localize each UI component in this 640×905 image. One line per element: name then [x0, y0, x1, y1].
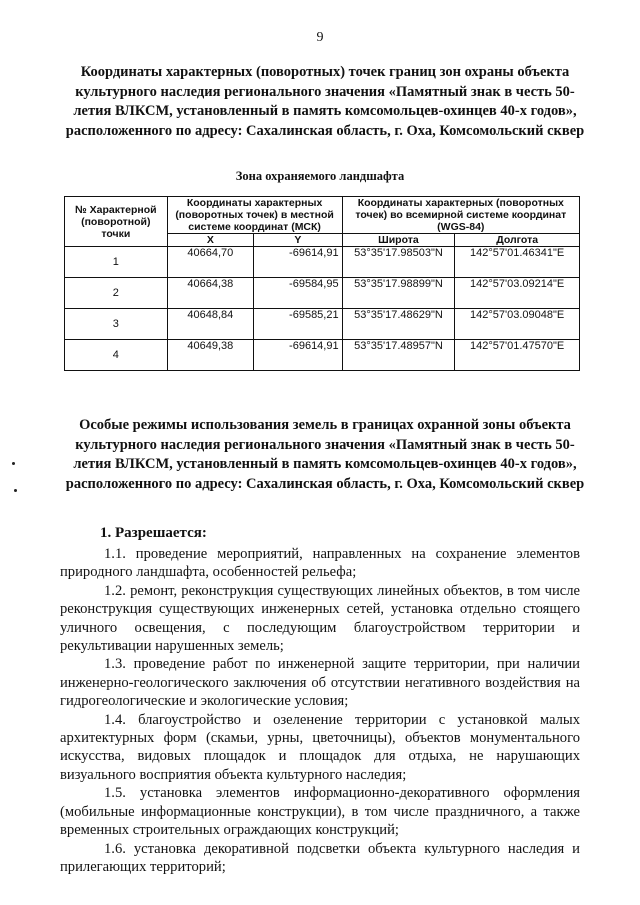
- scan-speck: [14, 489, 17, 492]
- table-row: [65, 278, 580, 309]
- point-number: 1: [65, 247, 168, 278]
- table-row: [65, 340, 580, 371]
- scan-speck: [12, 462, 15, 465]
- list-item: 1.4. благоустройство и озеленение территории с установкой малых архитектурных форм (скамьи, урны, цветочницы), объектов монументального искусства, видовых площадок и площадок для отдыха, не нарушающих визуального восприятия объекта культурного наследия;: [60, 711, 580, 783]
- y-value: -69614,91: [254, 247, 343, 278]
- x-value: 40664,38: [167, 278, 253, 309]
- header-msk: Координаты характерных (поворотных точек) в местной системе координат (МСК): [167, 197, 342, 234]
- latitude-value: 53°35'17.98503"N: [342, 247, 455, 278]
- x-value: 40664,70: [167, 247, 253, 278]
- latitude-value: 53°35'17.48957"N: [342, 340, 455, 371]
- coordinates-table: [64, 196, 580, 371]
- header-point-number: № Характерной (поворотной) точки: [65, 197, 168, 247]
- longitude-value: 142°57'03.09048"E: [455, 309, 580, 340]
- list-item: 1.2. ремонт, реконструкция существующих линейных объектов, в том числе реконструкция существующих инженерных сетей, установка отдельно стоящего уличного освещения, с последующим благоустройством территории и рекультивации нарушенных земель;: [60, 582, 580, 655]
- header-latitude: Широта: [342, 234, 455, 247]
- header-y: Y: [254, 234, 343, 247]
- x-value: 40648,84: [167, 309, 253, 340]
- longitude-value: 142°57'01.46341"E: [455, 247, 580, 278]
- section-title: Особые режимы использования земель в границах охранной зоны объекта культурного наследия регионального значения «Памятный знак в честь 50-летия ВЛКСМ, установленный в память комсомольцев-охинцев 40-х годов», расположенного по адресу: Сахалинская область, г. Оха, Комсомольский сквер: [65, 417, 585, 492]
- y-value: -69585,21: [254, 309, 343, 340]
- zone-title: Зона охраняемого ландшафта: [235, 169, 405, 183]
- longitude-value: 142°57'03.09214"E: [455, 278, 580, 309]
- header-longitude: Долгота: [455, 234, 580, 247]
- permitted-list: [60, 545, 580, 876]
- document-title: Координаты характерных (поворотных) точек границ зон охраны объекта культурного наследия регионального значения «Памятный знак в честь 50-летия ВЛКСМ, установленный в память комсомольцев-охинцев 40-х годов», расположенного по адресу: Сахалинская область, г. Оха, Комсомольский сквер: [65, 64, 585, 139]
- list-item: 1.6. установка декоративной подсветки объекта культурного наследия и прилегающих территорий;: [60, 840, 580, 875]
- y-value: -69614,91: [254, 340, 343, 371]
- point-number: 4: [65, 340, 168, 371]
- table-row: [65, 247, 580, 278]
- latitude-value: 53°35'17.48629"N: [342, 309, 455, 340]
- table-row: [65, 309, 580, 340]
- page-number: 9: [316, 30, 324, 45]
- list-item: 1.1. проведение мероприятий, направленных на сохранение элементов природного ландшафта, особенностей рельефа;: [60, 546, 580, 581]
- latitude-value: 53°35'17.98899"N: [342, 278, 455, 309]
- section-heading: 1. Разрешается:: [100, 525, 207, 541]
- list-item: 1.5. установка элементов информационно-декоративного оформления (мобильные информационные конструкции), в том числе праздничного, а также временных строительных ограждающих конструкций;: [60, 785, 580, 839]
- point-number: 3: [65, 309, 168, 340]
- header-x: X: [167, 234, 253, 247]
- x-value: 40649,38: [167, 340, 253, 371]
- longitude-value: 142°57'01.47570"E: [455, 340, 580, 371]
- header-wgs: Координаты характерных (поворотных точек) во всемирной системе координат (WGS-84): [342, 197, 579, 234]
- list-item: 1.3. проведение работ по инженерной защите территории, при наличии инженерно-геологического заключения об отсутствии негативного воздействия на гидрогеологические и экологические условия;: [60, 656, 580, 710]
- y-value: -69584,95: [254, 278, 343, 309]
- point-number: 2: [65, 278, 168, 309]
